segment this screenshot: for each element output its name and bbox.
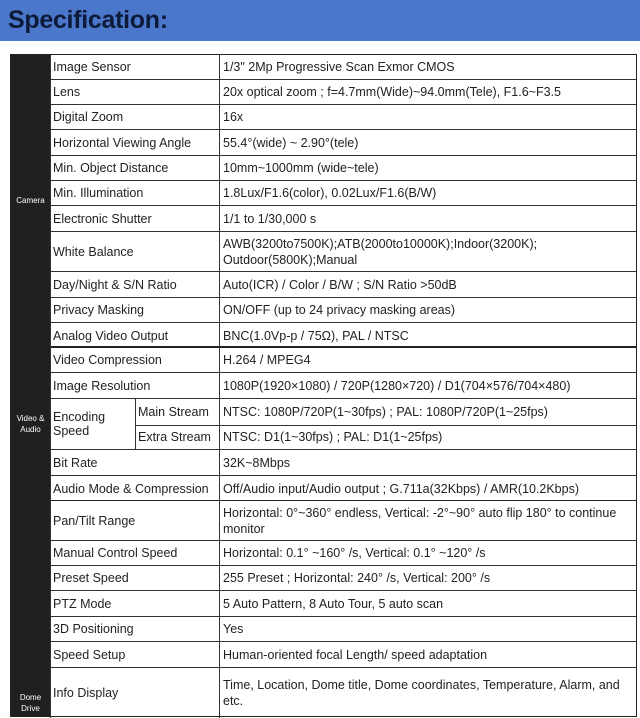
spec-row bbox=[50, 541, 636, 566]
spec-group bbox=[10, 54, 637, 347]
spec-name: Min. Object Distance bbox=[50, 156, 220, 180]
spec-name: Speed Setup bbox=[50, 642, 220, 667]
spec-row bbox=[50, 501, 636, 541]
spec-row bbox=[50, 232, 636, 272]
spec-value: 10mm~1000mm (wide~tele) bbox=[223, 161, 379, 175]
spec-value: 255 Preset ; Horizontal: 240° /s, Vertical: 200° /s bbox=[223, 571, 491, 585]
spec-group bbox=[10, 500, 637, 717]
spec-row bbox=[50, 80, 636, 105]
spec-row bbox=[50, 642, 636, 668]
spec-value: Horizontal: 0.1° ~160° /s, Vertical: 0.1° ~120° /s bbox=[223, 546, 486, 560]
spec-name: Lens bbox=[50, 80, 220, 104]
spec-value: Human-oriented focal Length/ speed adaptation bbox=[223, 647, 488, 662]
spec-row bbox=[50, 130, 636, 156]
spec-row bbox=[50, 373, 636, 399]
spec-value: NTSC: 1080P/720P(1~30fps) ; PAL: 1080P/720P(1~25fps) bbox=[223, 404, 548, 419]
spec-value: 1080P(1920×1080) / 720P(1280×720) / D1(704×576/704×480) bbox=[223, 378, 571, 393]
spec-value: Yes bbox=[223, 622, 244, 636]
spec-value: BNC(1.0Vp-p / 75Ω), PAL / NTSC bbox=[223, 328, 409, 343]
spec-name: Manual Control Speed bbox=[50, 541, 220, 565]
category-label: Camera bbox=[11, 55, 50, 346]
spec-row bbox=[50, 298, 636, 323]
header-banner bbox=[0, 0, 640, 41]
spec-row bbox=[50, 566, 636, 591]
spec-value: 1.8Lux/F1.6(color), 0.02Lux/F1.6(B/W) bbox=[223, 186, 437, 200]
spec-group bbox=[10, 347, 637, 501]
spec-name: Image Sensor bbox=[50, 55, 220, 79]
spec-value: 20x optical zoom ; f=4.7mm(Wide)~94.0mm(Tele), F1.6~F3.5 bbox=[223, 85, 561, 99]
spec-row bbox=[50, 617, 636, 642]
spec-value: Off/Audio input/Audio output ; G.711a(32Kbps) / AMR(10.2Kbps) bbox=[223, 482, 579, 496]
spec-name: Day/Night & S/N Ratio bbox=[50, 272, 220, 297]
spec-name: 3D Positioning bbox=[50, 617, 220, 641]
spec-row bbox=[50, 323, 636, 348]
spec-row bbox=[50, 181, 636, 206]
category-label: Dome Drive bbox=[11, 501, 50, 716]
spec-name: Horizontal Viewing Angle bbox=[50, 130, 220, 155]
spec-value: Auto(ICR) / Color / B/W ; S/N Ratio >50dB bbox=[223, 277, 457, 292]
spec-value: Time, Location, Dome title, Dome coordinates, Temperature, Alarm, and etc. bbox=[223, 678, 620, 708]
spec-row bbox=[50, 591, 636, 617]
spec-name: Pan/Tilt Range bbox=[50, 501, 220, 540]
spec-name: Privacy Masking bbox=[50, 298, 220, 322]
spec-name: Bit Rate bbox=[50, 450, 220, 475]
spec-row bbox=[50, 105, 636, 130]
spec-value: NTSC: D1(1~30fps) ; PAL: D1(1~25fps) bbox=[223, 430, 443, 445]
spec-name: Analog Video Output bbox=[50, 323, 220, 348]
spec-row bbox=[50, 668, 636, 718]
spec-name: White Balance bbox=[50, 232, 220, 271]
spec-name: Video Compression bbox=[50, 348, 220, 372]
spec-value: AWB(3200to7500K);ATB(2000to10000K);Indoor(3200K); Outdoor(5800K);Manual bbox=[223, 236, 538, 267]
divider bbox=[135, 425, 636, 426]
spec-value: Horizontal: 0°~360° endless, Vertical: -2°~90° auto flip 180° to continue monitor bbox=[223, 505, 617, 536]
spec-row bbox=[50, 476, 636, 502]
spec-value: H.264 / MPEG4 bbox=[223, 353, 311, 367]
spec-name: PTZ Mode bbox=[50, 591, 220, 616]
spec-value: 1/3" 2Mp Progressive Scan Exmor CMOS bbox=[223, 60, 455, 74]
spec-subname: Main Stream bbox=[135, 399, 220, 425]
spec-value: 5 Auto Pattern, 8 Auto Tour, 5 auto scan bbox=[223, 596, 444, 611]
spec-name: Min. Illumination bbox=[50, 181, 220, 205]
spec-row bbox=[50, 55, 636, 80]
spec-name: Audio Mode & Compression bbox=[50, 476, 220, 502]
spec-row bbox=[50, 450, 636, 476]
spec-value: 55.4°(wide) ~ 2.90°(tele) bbox=[223, 135, 359, 150]
spec-name: Digital Zoom bbox=[50, 105, 220, 129]
spec-value: ON/OFF (up to 24 privacy masking areas) bbox=[223, 303, 456, 317]
spec-name: Preset Speed bbox=[50, 566, 220, 590]
spec-value: 32K~8Mbps bbox=[223, 455, 291, 470]
spec-name: Electronic Shutter bbox=[50, 206, 220, 231]
spec-row bbox=[50, 156, 636, 181]
category-label: Video & Audio bbox=[11, 348, 50, 500]
spec-row bbox=[50, 348, 636, 373]
spec-row bbox=[50, 206, 636, 232]
spec-row bbox=[50, 272, 636, 298]
spec-name: Image Resolution bbox=[50, 373, 220, 398]
spec-name: Encoding Speed bbox=[50, 399, 135, 449]
spec-value: 1/1 to 1/30,000 s bbox=[223, 211, 317, 226]
page-title: Specification: bbox=[8, 6, 168, 34]
spec-name: Info Display bbox=[50, 668, 220, 718]
spec-subname: Extra Stream bbox=[135, 425, 220, 451]
spec-row bbox=[50, 399, 636, 450]
spec-value: 16x bbox=[223, 110, 244, 124]
